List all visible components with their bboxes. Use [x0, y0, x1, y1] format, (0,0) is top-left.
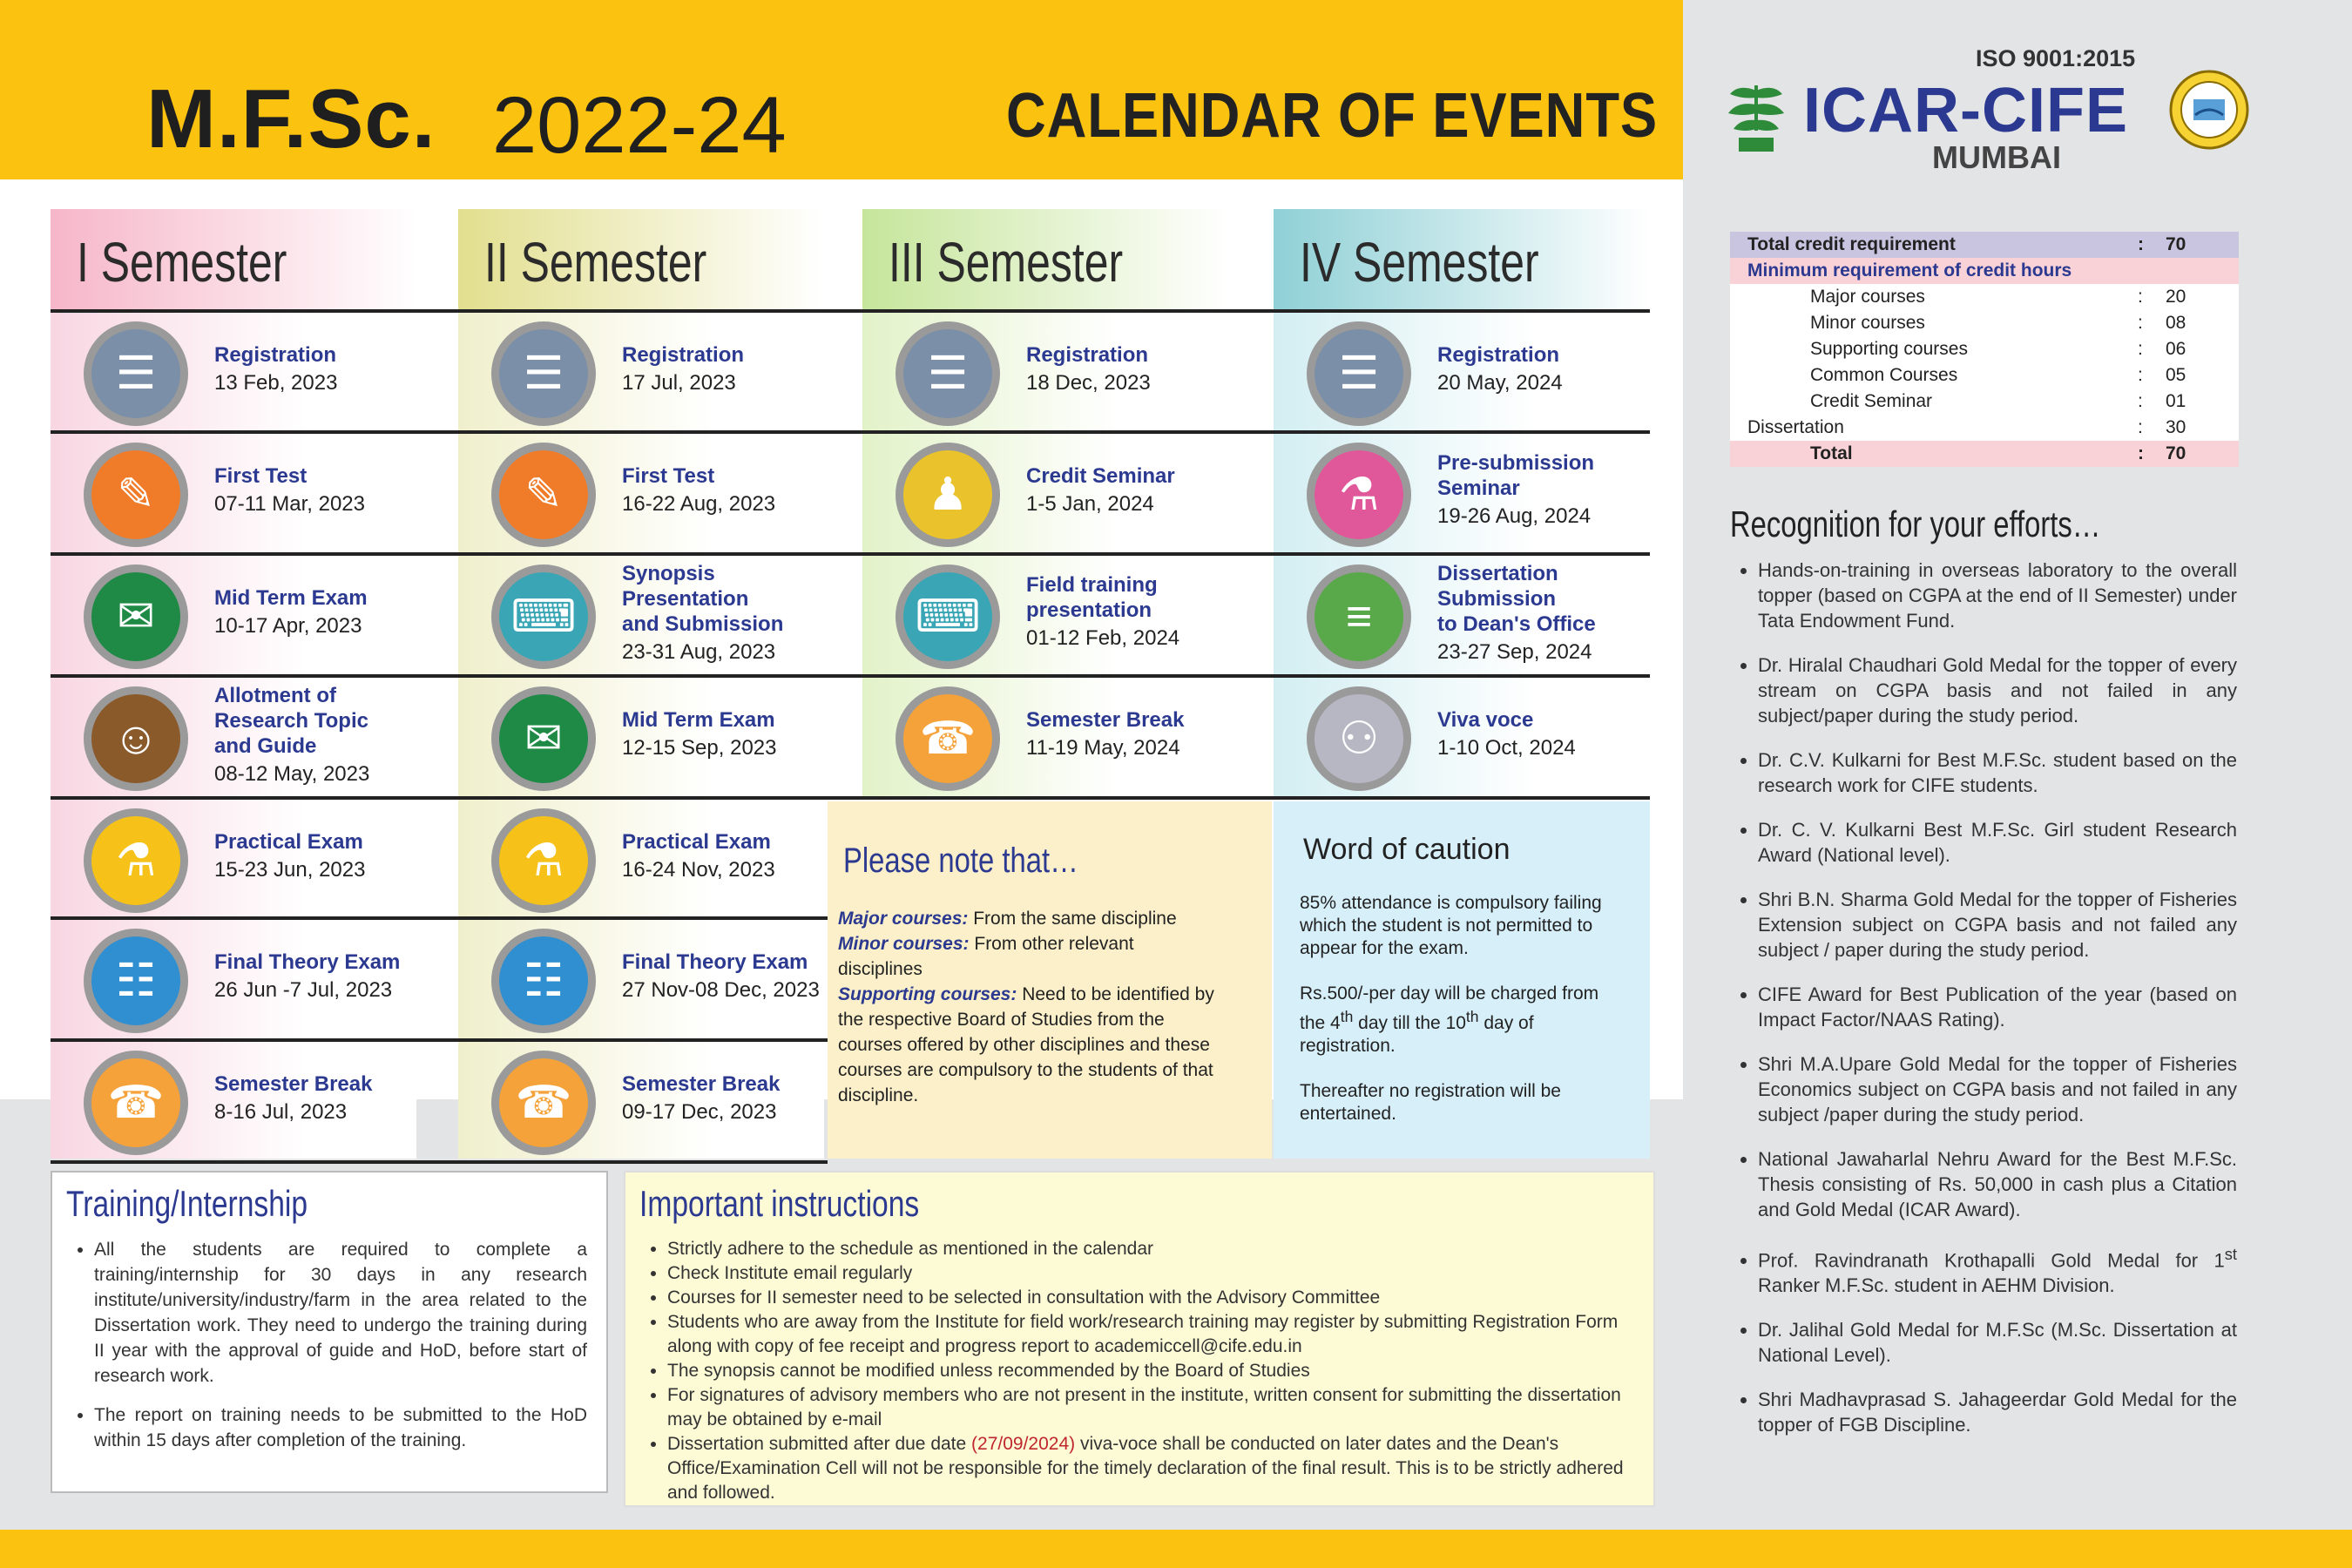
credit-row: [1730, 284, 2239, 310]
clipboard-icon: ☷: [84, 929, 188, 1033]
credit-value: 01: [2166, 391, 2186, 411]
credit-label: Minimum requirement of credit hours: [1747, 260, 2072, 280]
award-item: • CIFE Award for Best Publication of the year (based on Impact Factor/NAAS Rating).: [1758, 982, 2237, 1032]
instruction-item: • For signatures of advisory members who are not present in the institute, written consent for submitting the dissertation may be obtained by e-mail: [667, 1383, 1652, 1432]
award-text: Prof. Ravindranath Krothapalli Gold Medal for 1: [1758, 1249, 2225, 1272]
event-title: Allotment of Research Topic and Guide: [214, 684, 368, 758]
event-date: 20 May, 2024: [1437, 370, 1563, 395]
event-date: 8-16 Jul, 2023: [214, 1099, 348, 1124]
credit-colon: :: [2138, 365, 2143, 385]
event-title: Viva voce: [1437, 707, 1534, 732]
event-date: 1-10 Oct, 2024: [1437, 735, 1576, 760]
credit-value: 06: [2166, 339, 2186, 359]
exam-paper-icon: ✉: [84, 564, 188, 669]
headset-icon: ☎: [896, 686, 1000, 791]
due-date: (27/09/2024): [971, 1434, 1076, 1454]
lab-presenter-icon: ⚗: [1307, 443, 1411, 547]
caution-fee-part: day of registration.: [1300, 1013, 1534, 1056]
credit-rows: [1730, 284, 2239, 441]
row-divider: [51, 1160, 828, 1164]
event-date: 27 Nov-08 Dec, 2023: [622, 977, 820, 1002]
credit-value: 08: [2166, 313, 2186, 333]
caution-fee: [1300, 983, 1629, 1058]
registration-icon: ☰: [1307, 321, 1411, 426]
recognition-title: Recognition for your efforts…: [1730, 504, 2101, 544]
credit-min-row: [1730, 258, 2239, 284]
credit-table: [1730, 232, 2239, 467]
credit-label: Credit Seminar: [1810, 391, 1933, 411]
registration-icon: ☰: [84, 321, 188, 426]
event-title: Mid Term Exam: [622, 707, 775, 732]
iso-certification: ISO 9001:2015: [1976, 45, 2136, 71]
event-title: Mid Term Exam: [214, 585, 368, 610]
laptop-presenter-icon: ⌨: [491, 564, 596, 669]
row-divider: [51, 674, 1650, 678]
semester-1-label: I Semester: [77, 231, 287, 294]
event-date: 08-12 May, 2023: [214, 762, 370, 786]
guide-portrait-icon: ☺: [84, 686, 188, 791]
credit-value: 30: [2166, 417, 2186, 437]
program-years: 2022-24: [492, 81, 787, 170]
credit-row: [1730, 415, 2239, 441]
semester-3-header: [862, 209, 1228, 309]
event-title: Registration: [1026, 342, 1149, 367]
event-title: Semester Break: [214, 1071, 373, 1096]
credit-value: 20: [2166, 287, 2186, 307]
pencil-icon: ✎: [491, 443, 596, 547]
credit-sum-row: [1730, 441, 2239, 467]
viva-panel-icon: ⚇: [1307, 686, 1411, 791]
training-title: Training/Internship: [66, 1183, 308, 1224]
row-divider: [51, 1038, 828, 1042]
credit-label: Total credit requirement: [1747, 234, 1956, 254]
event-title: Pre-submission Seminar: [1437, 451, 1595, 500]
event-title: Final Theory Exam: [622, 950, 808, 974]
caution-fee-part: Rs.500/-per day will be charged from the 4: [1300, 983, 1599, 1033]
event-title: Practical Exam: [622, 829, 771, 854]
event-title: First Test: [214, 463, 308, 488]
credit-label: Total: [1810, 443, 1853, 463]
award-item: • National Jawaharlal Nehru Award for the Best M.F.Sc. Thesis consisting of Rs. 50,000 in cash plus a Citation and Gold Medal (ICAR Award).: [1758, 1146, 2237, 1222]
laptop-presenter-icon: ⌨: [896, 564, 1000, 669]
note-text: [838, 906, 1221, 1108]
event-title: Registration: [1437, 342, 1560, 367]
credit-label: Minor courses: [1810, 313, 1925, 333]
award-item: • Dr. C. V. Kulkarni Best M.F.Sc. Girl student Research Award (National level).: [1758, 817, 2237, 868]
caution-attendance: 85% attendance is compulsory failing which the student is not permitted to appear for the exam.: [1300, 893, 1602, 958]
event-date: 23-31 Aug, 2023: [622, 640, 776, 664]
note-minor: [838, 931, 1221, 982]
cife-emblem-icon: [2169, 70, 2249, 150]
semester-4-header: [1274, 209, 1650, 309]
event-date: 16-22 Aug, 2023: [622, 491, 776, 516]
credit-colon: :: [2138, 339, 2143, 359]
footer-band: [0, 1530, 2352, 1568]
row-divider: [51, 309, 1650, 313]
training-item: • All the students are required to complete a training/internship for 30 days in any research institute/university/industry/farm in the area related to the Dissertation work. They need to undergo the training during II year with the approval of guide and HoD, before start of research work.: [94, 1237, 587, 1389]
minor-courses-label: Minor courses:: [838, 934, 970, 954]
credit-label: Supporting courses: [1810, 339, 1968, 359]
row-divider: [51, 796, 1650, 800]
registration-icon: ☰: [491, 321, 596, 426]
institute-city: MUMBAI: [1932, 139, 2061, 175]
award-item: • Shri B.N. Sharma Gold Medal for the topper of Fisheries Extension subject on CGPA basis and not failed any subject / paper during the study period.: [1758, 887, 2237, 963]
caution-text: [1300, 892, 1629, 1125]
event-date: 01-12 Feb, 2024: [1026, 626, 1180, 650]
caution-fee-sup: th: [1465, 1008, 1479, 1025]
row-divider: [51, 916, 828, 920]
award-item: • Hands-on-training in overseas laboratory to the overall topper (based on CGPA at the end of II Semester) under Tata Endowment Fund.: [1758, 558, 2237, 633]
credit-row: [1730, 389, 2239, 415]
event-title: Final Theory Exam: [214, 950, 401, 974]
event-date: 12-15 Sep, 2023: [622, 735, 777, 760]
training-list: [66, 1237, 587, 1467]
award-item: • Dr. C.V. Kulkarni for Best M.F.Sc. student based on the research work for CIFE students.: [1758, 747, 2237, 798]
exam-paper-icon: ✉: [491, 686, 596, 791]
event-date: 09-17 Dec, 2023: [622, 1099, 777, 1124]
credit-value: 05: [2166, 365, 2186, 385]
event-date: 07-11 Mar, 2023: [214, 491, 366, 516]
major-courses-label: Major courses:: [838, 909, 969, 929]
event-date: 19-26 Aug, 2024: [1437, 504, 1592, 528]
instructions-title: Important instructions: [639, 1183, 920, 1224]
semester-1-header: [51, 209, 416, 309]
event-date: 13 Feb, 2023: [214, 370, 338, 395]
semester-4-label: IV Semester: [1300, 231, 1539, 294]
event-date: 1-5 Jan, 2024: [1026, 491, 1154, 516]
credit-row: [1730, 362, 2239, 389]
supporting-courses-text: Need to be identified by the respective Board of Studies from the courses offered by other disciplines and these courses are compulsory to the students of that discipline.: [838, 984, 1214, 1105]
event-title: Semester Break: [1026, 707, 1185, 732]
row-divider: [51, 430, 1650, 434]
headset-icon: ☎: [491, 1051, 596, 1155]
credit-colon: :: [2138, 287, 2143, 307]
credit-colon: :: [2138, 391, 2143, 411]
event-title: Field training presentation: [1026, 573, 1158, 622]
award-item: • Dr. Jalihal Gold Medal for M.F.Sc (M.Sc. Dissertation at National Level).: [1758, 1317, 2237, 1368]
event-title: Registration: [214, 342, 337, 367]
instruction-item: [667, 1432, 1652, 1505]
microscope-icon: ⚗: [84, 808, 188, 913]
event-date: 16-24 Nov, 2023: [622, 857, 775, 882]
note-supporting: [838, 982, 1221, 1108]
instruction-item: • The synopsis cannot be modified unless recommended by the Board of Studies: [667, 1359, 1652, 1383]
instructions-list: [641, 1237, 1652, 1505]
event-date: 18 Dec, 2023: [1026, 370, 1151, 395]
credit-colon: :: [2138, 313, 2143, 333]
award-item: • Shri Madhavprasad S. Jahageerdar Gold Medal for the topper of FGB Discipline.: [1758, 1387, 2237, 1437]
semester-3-label: III Semester: [889, 231, 1124, 294]
event-title: Practical Exam: [214, 829, 363, 854]
caution-fee-part: day till the 10: [1353, 1013, 1466, 1033]
event-title: First Test: [622, 463, 715, 488]
event-title: Synopsis Presentation and Submission: [622, 562, 784, 636]
seminar-speaker-icon: ♟: [896, 443, 1000, 547]
icar-logo-icon: [1723, 78, 1789, 157]
event-date: 23-27 Sep, 2024: [1437, 640, 1592, 664]
note-title: Please note that…: [843, 841, 1078, 880]
event-date: 10-17 Apr, 2023: [214, 613, 362, 638]
instruction-item: • Check Institute email regularly: [667, 1261, 1652, 1286]
award-item: [1758, 1241, 2237, 1298]
major-courses-text: From the same discipline: [968, 909, 1177, 929]
credit-colon: :: [2138, 234, 2144, 254]
instruction-item: • Courses for II semester need to be selected in consultation with the Advisory Committee: [667, 1286, 1652, 1310]
credit-label: Major courses: [1810, 287, 1925, 307]
event-date: 26 Jun -7 Jul, 2023: [214, 977, 393, 1002]
headset-icon: ☎: [84, 1051, 188, 1155]
instruction-text: Dissertation submitted after due date: [667, 1434, 972, 1454]
calendar-title: CALENDAR OF EVENTS: [1006, 81, 1659, 151]
pencil-icon: ✎: [84, 443, 188, 547]
semester-2-header: [458, 209, 824, 309]
event-title: Semester Break: [622, 1071, 781, 1096]
credit-colon: :: [2138, 417, 2143, 437]
credit-label: Dissertation: [1747, 417, 1844, 437]
event-title: Credit Seminar: [1026, 463, 1175, 488]
semester-2-label: II Semester: [484, 231, 707, 294]
credit-total-row: [1730, 232, 2239, 258]
credit-row: [1730, 336, 2239, 362]
registration-icon: ☰: [896, 321, 1000, 426]
event-date: 15-23 Jun, 2023: [214, 857, 366, 882]
supporting-courses-label: Supporting courses:: [838, 984, 1017, 1004]
event-title: Registration: [622, 342, 745, 367]
recognition-list: [1730, 558, 2237, 1456]
award-sup: st: [2224, 1245, 2237, 1263]
award-item: • Shri M.A.Upare Gold Medal for the topper of Fisheries Economics subject on CGPA basis and not failed in any subject /paper during the study period.: [1758, 1051, 2237, 1127]
clipboard-icon: ☷: [491, 929, 596, 1033]
note-major: [838, 906, 1221, 931]
row-divider: [51, 552, 1650, 556]
credit-row: [1730, 310, 2239, 336]
award-item: • Dr. Hiralal Chaudhari Gold Medal for the topper of every stream on CGPA basis and not failed in any subject/paper during the study period.: [1758, 652, 2237, 728]
books-stack-icon: ≡: [1307, 564, 1411, 669]
instruction-text: viva-voce shall be conducted on later dates and the Dean's Office/Examination Cell will not be responsible for the timely declaration of the final result. This is to be strictly adhered and followed.: [667, 1434, 1624, 1503]
instruction-item: • Strictly adhere to the schedule as mentioned in the calendar: [667, 1237, 1652, 1261]
event-title: Dissertation Submission to Dean's Office: [1437, 562, 1596, 636]
program-title: M.F.Sc.: [146, 72, 436, 166]
instruction-item: • Students who are away from the Institute for field work/research training may register by submitting Registration Form along with copy of fee receipt and progress report to academiccell@cife.edu.in: [667, 1310, 1652, 1359]
caution-title: Word of caution: [1303, 833, 1511, 866]
event-date: 17 Jul, 2023: [622, 370, 736, 395]
event-date: 11-19 May, 2024: [1026, 735, 1180, 760]
training-item: • The report on training needs to be submitted to the HoD within 15 days after completion of the training.: [94, 1402, 587, 1453]
microscope-icon: ⚗: [491, 808, 596, 913]
caution-registration: Thereafter no registration will be entertained.: [1300, 1081, 1561, 1124]
credit-label: Common Courses: [1810, 365, 1958, 385]
credit-value: 70: [2166, 234, 2186, 254]
minor-courses-text: From other relevant disciplines: [838, 934, 1134, 979]
credit-value: 70: [2166, 443, 2186, 463]
award-text: Ranker M.F.Sc. student in AEHM Division.: [1758, 1274, 2115, 1297]
institute-name: ICAR-CIFE: [1803, 76, 2128, 145]
caution-fee-sup: th: [1340, 1008, 1354, 1025]
credit-colon: :: [2138, 443, 2144, 463]
